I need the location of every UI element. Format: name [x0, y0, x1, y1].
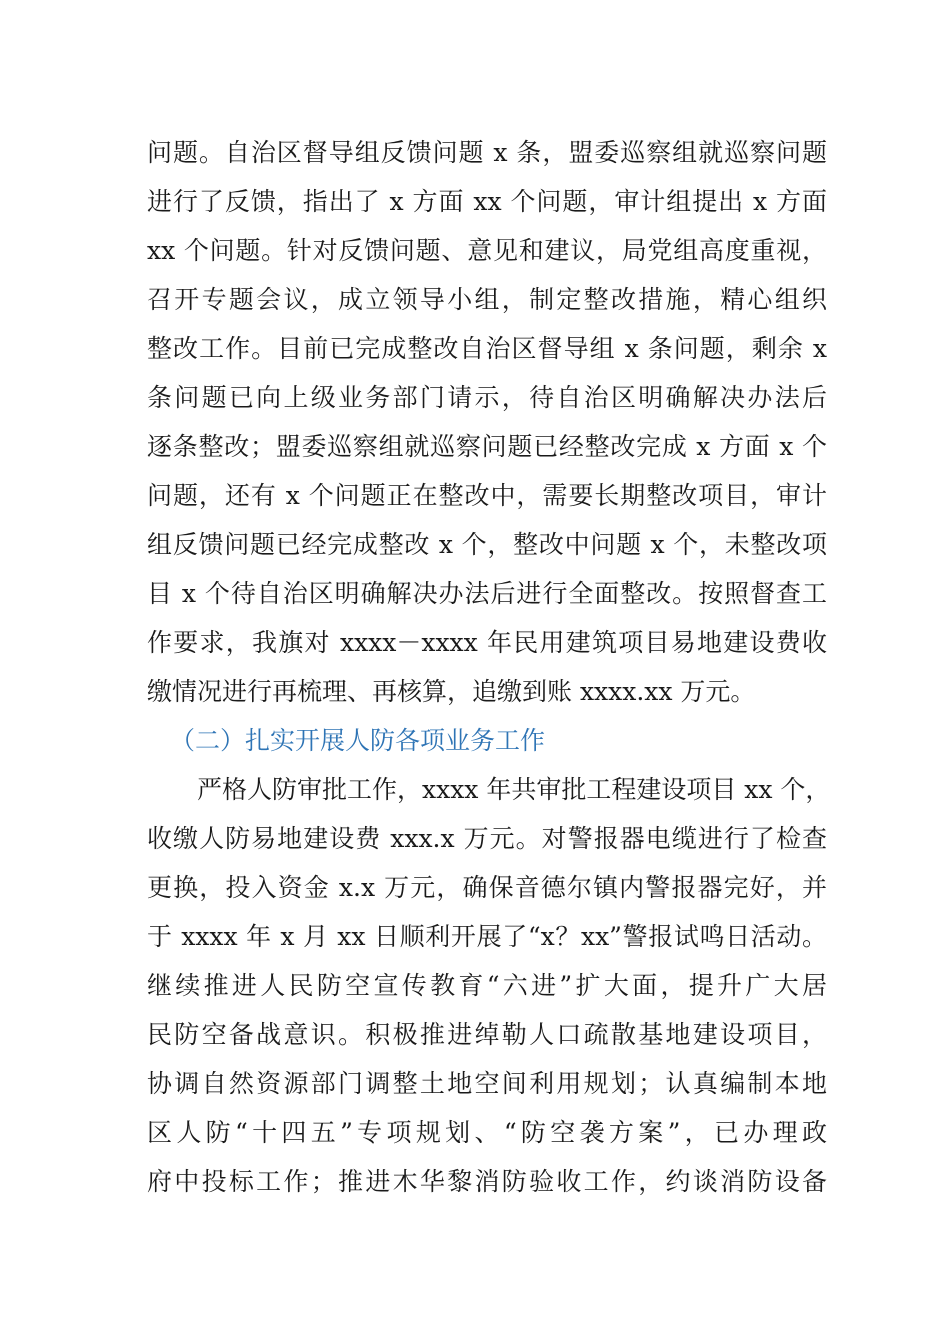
paragraph-line: 协调自然资源部门调整土地空间利用规划；认真编制本地: [147, 1069, 827, 1098]
paragraph-line: 于 xxxx 年 x 月 xx 日顺利开展了“x？xx”警报试鸣日活动。: [147, 922, 827, 951]
paragraph-line: 组反馈问题已经完成整改 x 个，整改中问题 x 个，未整改项: [147, 530, 827, 559]
paragraph-line: 严格人防审批工作，xxxx 年共审批工程建设项目 xx 个，: [197, 775, 831, 804]
paragraph-line: 更换，投入资金 x.x 万元，确保音德尔镇内警报器完好，并: [147, 873, 827, 902]
paragraph-line: 民防空备战意识。积极推进绰勒人口疏散基地建设项目，: [147, 1020, 827, 1049]
paragraph-line: 区人防“十四五”专项规划、“防空袭方案”，已办理政: [147, 1118, 827, 1147]
paragraph-line: 问题，还有 x 个问题正在整改中，需要长期整改项目，审计: [147, 481, 827, 510]
paragraph-line: 条问题已向上级业务部门请示，待自治区明确解决办法后: [147, 383, 827, 412]
paragraph-line: 缴情况进行再梳理、再核算，追缴到账 xxxx.xx 万元。: [147, 677, 756, 706]
paragraph-line: 问题。自治区督导组反馈问题 x 条，盟委巡察组就巡察问题: [147, 138, 827, 167]
section-heading: （二）扎实开展人防各项业务工作: [170, 726, 546, 755]
paragraph-line: 收缴人防易地建设费 xxx.x 万元。对警报器电缆进行了检查: [147, 824, 827, 853]
paragraph-line: 进行了反馈，指出了 x 方面 xx 个问题，审计组提出 x 方面: [147, 187, 827, 216]
paragraph-line: 逐条整改；盟委巡察组就巡察问题已经整改完成 x 方面 x 个: [147, 432, 827, 461]
paragraph-line: 召开专题会议，成立领导小组，制定整改措施，精心组织: [147, 285, 827, 314]
paragraph-line: xx 个问题。针对反馈问题、意见和建议，局党组高度重视，: [147, 236, 827, 265]
paragraph-line: 继续推进人民防空宣传教育“六进”扩大面，提升广大居: [147, 971, 827, 1000]
paragraph-line: 作要求，我旗对 xxxx－xxxx 年民用建筑项目易地建设费收: [147, 628, 827, 657]
paragraph-line: 整改工作。目前已完成整改自治区督导组 x 条问题，剩余 x: [147, 334, 827, 363]
paragraph-line: 府中投标工作；推进木华黎消防验收工作，约谈消防设备: [147, 1167, 827, 1196]
paragraph-line: 目 x 个待自治区明确解决办法后进行全面整改。按照督查工: [147, 579, 827, 608]
